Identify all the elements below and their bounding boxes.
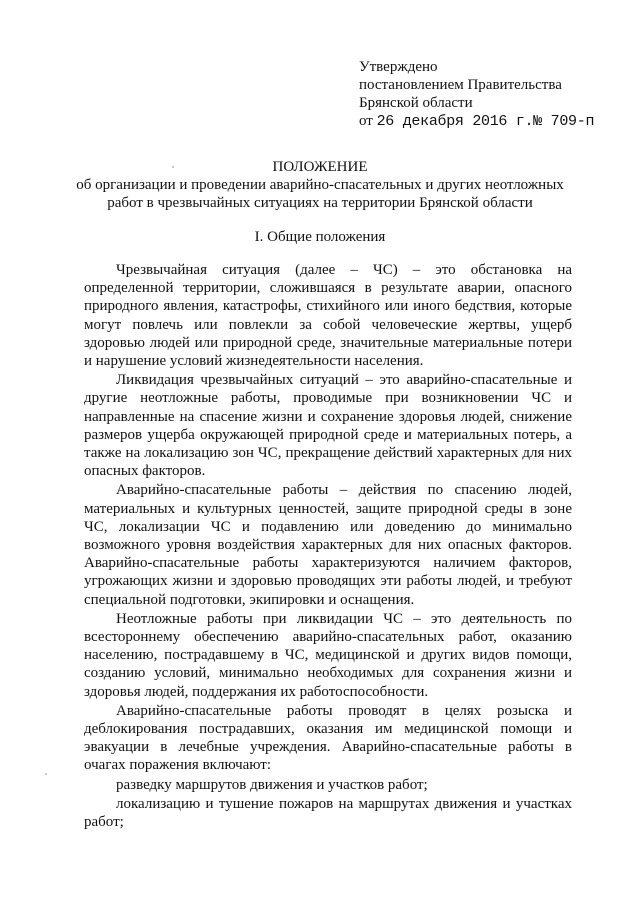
approval-date-number: 26 декабря 2016 г.№ 709-п (376, 113, 595, 130)
paragraph-liquidation-definition: Ликвидация чрезвычайных ситуаций – это аварийно-спасательные и другие неотложные работы, проводимые при возникновении ЧС и направленные на спасение жизни и сохранение здоровья людей, снижение размеров ущерба окружающей природной среде и материальных потерь, а также на локализацию зон ЧС, прекращение действий характерных для них опасных факторов. (84, 372, 572, 480)
scan-mark (172, 166, 174, 168)
list-item: локализацию и тушение пожаров на маршрутах движения и участках работ; (84, 795, 572, 831)
approval-line-date-number (359, 112, 594, 131)
document-subtitle-line-2: работ в чрезвычайных ситуациях на территории Брянской области (107, 195, 533, 211)
approval-line-region: Брянской области (359, 95, 473, 111)
paragraph-emergency-definition: Чрезвычайная ситуация (далее – ЧС) – это обстановка на определенной территории, сложившаяся в результате аварии, опасного природного явления, катастрофы, стихийного или иного бедствия, которые могут повлечь или повлекли за собой человеческие жертвы, ущерб здоровью людей или природной среде, значительные материальные потери и нарушение условий жизнедеятельности населения. (84, 262, 572, 370)
section-heading: I. Общие положения (254, 229, 386, 245)
list-item: разведку маршрутов движения и участков работ; (116, 776, 428, 793)
document-title: ПОЛОЖЕНИЕ (272, 159, 368, 175)
approval-line-decree: постановлением Правительства (359, 77, 562, 93)
document-body (84, 261, 572, 832)
approval-line-approved: Утверждено (359, 59, 438, 75)
document-subtitle-line-1: об организации и проведении аварийно-спасательных и других неотложных (76, 177, 564, 193)
document-title-block (60, 158, 580, 212)
scan-mark (45, 773, 47, 775)
paragraph-rescue-works-definition: Аварийно-спасательные работы – действия по спасению людей, материальных и культурных ценностей, защите природной среды в зоне ЧС, локализации ЧС и подавлению или доведению до минимально возможного уровня воздействия характерных для них опасных факторов. Аварийно-спасательные работы характеризуются наличием факторов, угрожающих жизни и здоровью проводящих эти работы людей, и требуют специальной подготовки, экипировки и оснащения. (84, 482, 572, 608)
approval-stamp (359, 58, 594, 131)
paragraph-rescue-works-purpose: Аварийно-спасательные работы проводят в целях розыска и деблокирования пострадавших, оказания им медицинской помощи и эвакуации в лечебные учреждения. Аварийно-спасательные работы в очагах поражения включают: (84, 702, 572, 774)
paragraph-urgent-works-definition: Неотложные работы при ликвидации ЧС – это деятельность по всестороннему обеспечению аварийно-спасательных работ, оказанию населению, пострадавшему в ЧС, медицинской и других видов помощи, созданию условий, минимально необходимых для сохранения жизни и здоровья людей, поддержания их работоспособности. (84, 610, 572, 700)
approval-date-prefix: от (359, 113, 373, 129)
